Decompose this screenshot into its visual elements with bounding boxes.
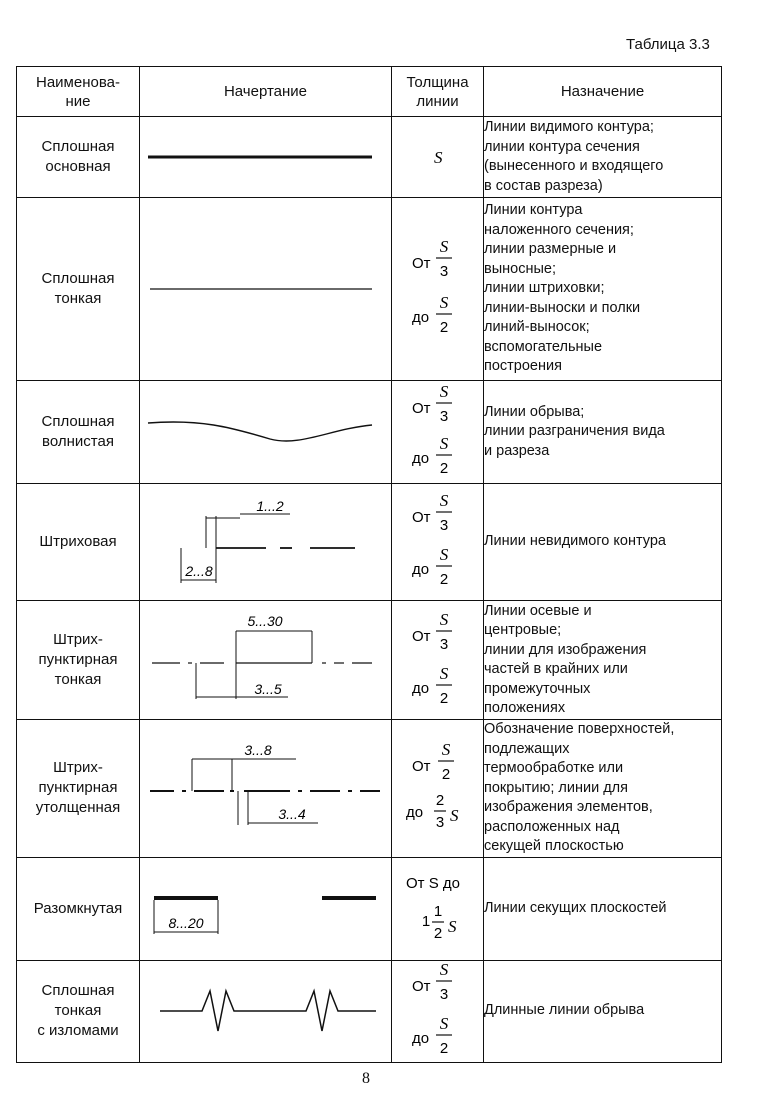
svg-text:2: 2: [441, 766, 451, 784]
line-drawing: [140, 198, 392, 381]
line-thickness: [392, 381, 484, 484]
table-header-row: [17, 67, 722, 117]
line-drawing: [140, 601, 392, 720]
line-drawing: [140, 960, 392, 1062]
table-row: [17, 484, 722, 601]
svg-text:до: до: [406, 804, 424, 822]
table-row: [17, 960, 722, 1062]
line-types-table: [16, 66, 722, 1063]
svg-text:до: до: [412, 561, 430, 578]
thickness-s: S: [434, 148, 443, 167]
dimension-label: 8...20: [168, 914, 204, 931]
line-purpose: Обозначение поверхностей, подлежащих термообработке или покрытию; линии для изображения элементов, расположенных над секущей плоскостью: [484, 720, 722, 858]
svg-text:От: От: [412, 255, 431, 272]
line-name: Сплошная основная: [17, 117, 140, 198]
dimension-label: 3...4: [278, 806, 306, 823]
dimension-label: 2...8: [185, 563, 213, 579]
svg-text:3: 3: [439, 408, 449, 425]
header-name: Наименова- ние: [17, 67, 140, 117]
solid-main-line-sample: [140, 117, 392, 197]
dash-dot-thin-line-sample: [140, 601, 392, 719]
header-thickness: Толщина линии: [392, 67, 484, 117]
svg-text:3: 3: [435, 814, 445, 832]
line-drawing: [140, 381, 392, 484]
table-row: [17, 198, 722, 381]
svg-text:От S до: От S до: [406, 874, 460, 892]
line-name: Сплошная тонкая с изломами: [17, 960, 140, 1062]
svg-text:От: От: [412, 509, 431, 526]
svg-text:2: 2: [433, 924, 443, 942]
table-row: [17, 720, 722, 858]
line-thickness: [392, 857, 484, 960]
line-purpose: Длинные линии обрыва: [484, 960, 722, 1062]
svg-text:S: S: [439, 610, 449, 629]
svg-text:до: до: [412, 1029, 430, 1047]
solid-thin-line-sample: [140, 198, 392, 380]
wavy-line-sample: [140, 381, 392, 483]
dimension-label: 3...8: [244, 742, 272, 759]
line-drawing: [140, 720, 392, 858]
dimension-label: 1...2: [256, 498, 284, 514]
svg-text:От: От: [412, 758, 431, 776]
dimension-label: 3...5: [254, 681, 282, 697]
line-drawing: [140, 117, 392, 198]
line-thickness: [392, 117, 484, 198]
line-name: Сплошная тонкая: [17, 198, 140, 381]
line-purpose: Линии обрыва; линии разграничения вида и разреза: [484, 381, 722, 484]
svg-text:1: 1: [433, 902, 443, 920]
line-thickness: [392, 601, 484, 720]
svg-text:S: S: [439, 545, 449, 564]
line-thickness: [392, 720, 484, 858]
svg-text:до: до: [412, 309, 430, 326]
svg-text:2: 2: [439, 460, 449, 477]
svg-text:S: S: [439, 664, 449, 683]
svg-text:3: 3: [439, 517, 449, 534]
svg-text:2: 2: [439, 1039, 449, 1057]
line-drawing: [140, 484, 392, 601]
svg-text:S: S: [439, 293, 449, 312]
svg-text:S: S: [448, 916, 457, 936]
svg-text:От: От: [412, 400, 431, 417]
svg-text:3: 3: [439, 263, 449, 280]
line-drawing: [140, 857, 392, 960]
svg-text:1: 1: [421, 912, 431, 930]
svg-text:S: S: [439, 1013, 449, 1033]
svg-text:до: до: [412, 680, 430, 697]
svg-text:От: От: [412, 977, 431, 995]
line-name: Штрих- пунктирная утолщенная: [17, 720, 140, 858]
svg-text:2: 2: [439, 319, 449, 336]
open-line-sample: [140, 858, 392, 960]
line-name: Разомкнутая: [17, 857, 140, 960]
line-name: Сплошная волнистая: [17, 381, 140, 484]
header-drawing: Начертание: [140, 67, 392, 117]
line-name: Штриховая: [17, 484, 140, 601]
zigzag-break-line-sample: [140, 961, 392, 1062]
svg-text:S: S: [439, 237, 449, 256]
line-purpose: Линии секущих плоскостей: [484, 857, 722, 960]
svg-text:до: до: [412, 450, 430, 467]
svg-text:S: S: [439, 382, 449, 401]
dashed-line-sample: [140, 484, 392, 600]
table-row: [17, 117, 722, 198]
svg-text:S: S: [439, 960, 449, 979]
svg-text:3: 3: [439, 636, 449, 653]
svg-text:2: 2: [439, 690, 449, 707]
line-thickness: [392, 484, 484, 601]
line-thickness: [392, 198, 484, 381]
line-name: Штрих- пунктирная тонкая: [17, 601, 140, 720]
line-purpose: Линии невидимого контура: [484, 484, 722, 601]
table-caption: Таблица 3.3: [626, 36, 710, 53]
line-purpose: Линии контура наложенного сечения; линии размерные и выносные; линии штриховки; линии-выноски и полки линий-выносок; вспомогательные построения: [484, 198, 722, 381]
line-purpose: Линии осевые и центровые; линии для изображения частей в крайних или промежуточных положениях: [484, 601, 722, 720]
header-purpose: Назначение: [484, 67, 722, 117]
svg-text:2: 2: [439, 571, 449, 588]
table-row: [17, 857, 722, 960]
svg-text:От: От: [412, 628, 431, 645]
dimension-label: 5...30: [247, 613, 283, 629]
svg-text:3: 3: [439, 985, 449, 1003]
svg-text:S: S: [450, 806, 459, 826]
svg-text:S: S: [439, 434, 449, 453]
line-thickness: [392, 960, 484, 1062]
table-row: [17, 381, 722, 484]
svg-text:2: 2: [435, 792, 445, 810]
page-number: 8: [362, 1070, 370, 1087]
table-row: [17, 601, 722, 720]
svg-text:S: S: [439, 491, 449, 510]
svg-text:S: S: [441, 740, 451, 760]
dash-dot-thick-line-sample: [140, 721, 392, 855]
line-purpose: Линии видимого контура; линии контура сечения (вынесенного и входящего в состав разреза): [484, 117, 722, 198]
